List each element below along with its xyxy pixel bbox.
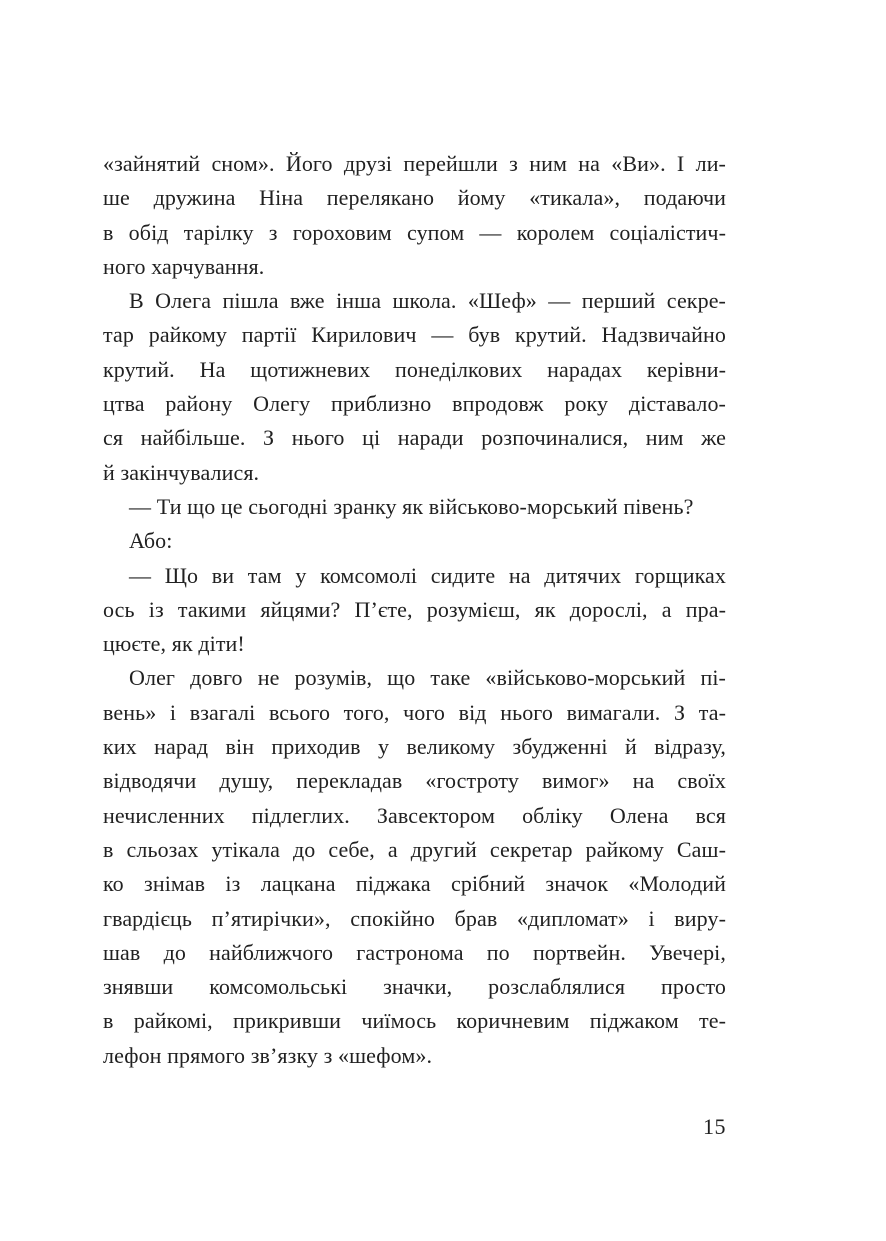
text-line: — Що ви там у комсомолі сидите на дитячих горщиках	[129, 562, 726, 588]
text-line: «зайнятий сном». Його друзі перейшли з ним на «Ви». І ли-	[103, 151, 726, 176]
text-line: знявши комсомольські значки, розслаблялися просто	[103, 974, 726, 1000]
text-line: в обід тарілку з гороховим супом — королем соціалістич-	[103, 219, 726, 245]
text-line: Олег довго не розумів, що таке «військово-морський пі-	[129, 665, 726, 691]
text-line: — Ти що це сьогодні зранку як військово-морський півень?	[129, 493, 694, 519]
page-number: 15	[703, 1114, 726, 1139]
text-line: ких нарад він приходив у великому збудженні й відразу,	[103, 734, 726, 760]
text-line: крутий. На щотижневих понеділкових нарадах керівни-	[103, 356, 726, 382]
text-line: цюєте, як діти!	[103, 631, 245, 657]
text-line: шав до найближчого гастронома по портвейн. Увечері,	[103, 939, 726, 965]
text-line: гвардієць п’ятирічки», спокійно брав «дипломат» і виру-	[103, 905, 726, 931]
text-line: ось із такими яйцями? П’єте, розумієш, як дорослі, а пра-	[103, 596, 726, 622]
page-text-block	[103, 147, 726, 1073]
text-line: цтва району Олегу приблизно впродовж року діставало-	[103, 391, 726, 417]
text-line: й закінчувалися.	[103, 459, 260, 485]
text-line: тар райкому партії Кирилович — був крутий. Надзвичайно	[103, 322, 726, 348]
text-line: лефон прямого зв’язку з «шефом».	[103, 1042, 433, 1068]
text-line: нечисленних підлеглих. Завсектором обліку Олена вся	[103, 802, 726, 828]
text-line: Або:	[129, 528, 173, 554]
text-line: в сльозах утікала до себе, а другий секретар райкому Саш-	[103, 836, 726, 862]
text-line: в райкомі, прикривши чиїмось коричневим піджаком те-	[103, 1008, 726, 1034]
text-line: відводячи душу, перекладав «гостроту вимог» на своїх	[103, 768, 726, 794]
text-line: ко знімав із лацкана піджака срібний значок «Молодий	[103, 871, 726, 897]
text-line: ного харчування.	[103, 253, 265, 279]
text-line: вень» і взагалі всього того, чого від нього вимагали. З та-	[103, 699, 726, 725]
text-line: В Олега пішла вже інша школа. «Шеф» — перший секре-	[129, 288, 726, 314]
text-line: ше дружина Ніна перелякано йому «тикала», подаючи	[103, 185, 726, 211]
text-line: ся найбільше. З нього ці наради розпочиналися, ним же	[103, 425, 726, 451]
